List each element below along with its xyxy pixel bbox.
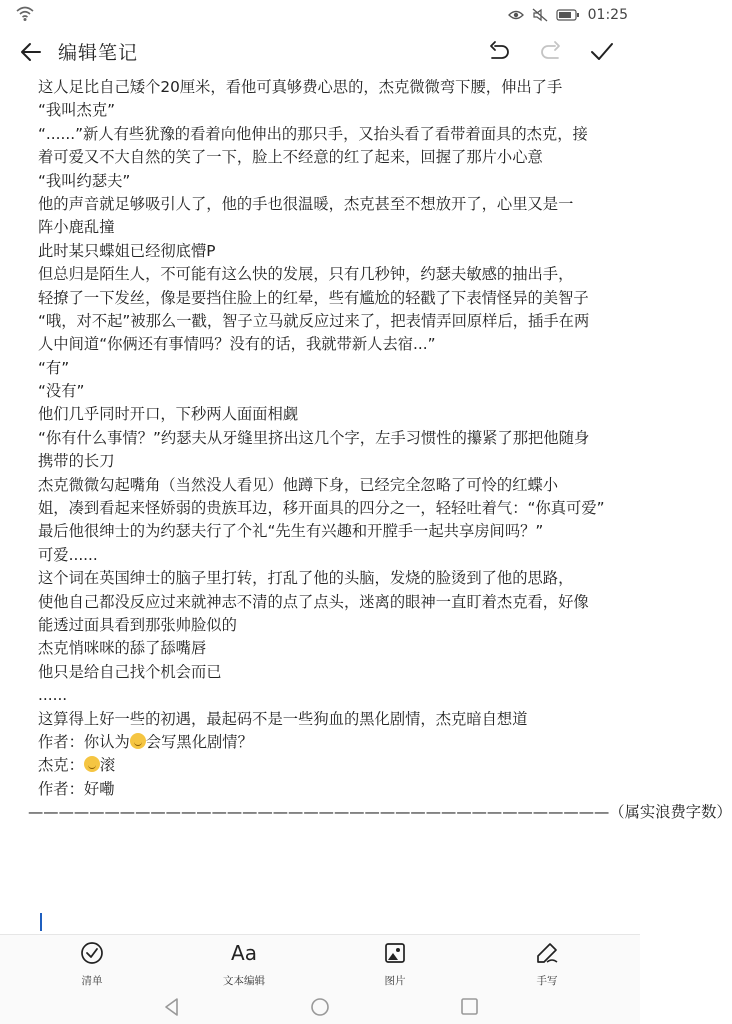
note-line: 此时某只蝶姐已经彻底懵P (38, 241, 216, 260)
dialogue-text: 杰克： (38, 756, 84, 775)
image-button[interactable] (350, 939, 440, 988)
note-line: 但总归是陌生人，不可能有这么快的发展，只有几秒钟，约瑟夫敏感的抽出手， (38, 265, 574, 284)
status-bar (0, 0, 640, 30)
dialogue-text: 作者：好嘞 (38, 779, 115, 798)
note-line: “没有” (38, 382, 85, 401)
nav-back-icon[interactable] (160, 996, 184, 1018)
text-format-icon: Aa (231, 941, 257, 965)
note-line: 能透过面具看到那张帅脸似的 (38, 615, 237, 634)
back-arrow-icon[interactable] (18, 39, 44, 65)
note-line: ...... (38, 686, 68, 705)
note-line: 轻撩了一下发丝，像是要挡住脸上的红晕，些有尴尬的轻戳了下表情怪异的美智子 (38, 288, 589, 307)
dialogue-text: 会写黑化剧情？ (145, 732, 253, 751)
note-line: “你有什么事情？”约瑟夫从牙缝里挤出这几个字，左手习惯性的攥紧了那把他随身 (38, 428, 590, 447)
dialogue-line (38, 778, 618, 801)
dialogue-text: 作者：你认为 (38, 732, 130, 751)
note-line: 携带的长刀 (38, 452, 115, 471)
text-cursor (40, 913, 42, 931)
note-line: “哦，对不起”被那么一戳，智子立马就反应过来了，把表情弄回原样后，插手在两 (38, 311, 590, 330)
note-line: “有” (38, 358, 70, 377)
note-line: 这人足比自己矮个20厘米，看他可真够费心思的，杰克微微弯下腰，伸出了手 (38, 78, 563, 96)
nav-recents-icon[interactable] (457, 996, 481, 1018)
wifi-icon (16, 6, 34, 22)
mute-icon (532, 8, 548, 22)
note-line: 人中间道“你俩还有事情吗？没有的话，我就带新人去宿...” (38, 335, 436, 354)
dialogue-line (38, 731, 618, 754)
handwriting-button[interactable] (502, 939, 592, 988)
nav-home-icon[interactable] (308, 996, 332, 1018)
dialogue-line (38, 754, 618, 777)
text-format-button[interactable] (199, 939, 289, 988)
note-line: “......”新人有些犹豫的看着向他伸出的那只手，又抬头看了看带着面具的杰克，接 (38, 124, 588, 143)
note-line: 着可爱又不大自然的笑了一下，脸上不经意的红了起来，回握了那片小心意 (38, 148, 543, 167)
note-line: “我叫约瑟夫” (38, 171, 131, 190)
note-line: 使他自己都没反应过来就神志不清的点了点头，迷离的眼神一直盯着杰克看，好像 (38, 592, 589, 611)
note-line: 可爱...... (38, 545, 98, 564)
note-line: 这个词在英国绅士的脑子里打转，打乱了他的头脑，发烧的脸烫到了他的思路， (38, 569, 574, 588)
upside-down-face-emoji-icon (84, 756, 100, 772)
page-title: 编辑笔记 (58, 42, 139, 64)
note-line: 最后他很绅士的为约瑟夫行了个礼“先生有兴趣和开膛手一起共享房间吗？” (38, 522, 544, 541)
note-line: 他的声音就足够吸引人了，他的手也很温暖，杰克甚至不想放开了，心里又是一 (38, 194, 574, 213)
image-icon (384, 942, 406, 964)
note-line: 杰克悄咪咪的舔了舔嘴唇 (38, 639, 207, 658)
clock: 01:25 (587, 7, 628, 23)
note-line: “我叫杰克” (38, 101, 116, 120)
note-line: 杰克微微勾起嘴角（当然没人看见）他蹲下身，已经完全忽略了可怜的红蝶小 (38, 475, 559, 494)
text-format-label: 文本编辑 (223, 975, 265, 987)
undo-icon[interactable] (486, 39, 512, 65)
battery-icon (556, 9, 580, 21)
checklist-icon (80, 941, 104, 965)
checklist-button[interactable] (47, 939, 137, 988)
dialogue-text: 滚 (99, 756, 116, 775)
redo-icon[interactable] (538, 39, 564, 65)
confirm-check-icon[interactable] (589, 39, 615, 65)
checklist-label: 清单 (81, 975, 103, 987)
image-label: 图片 (384, 975, 406, 987)
note-line: 阵小鹿乱撞 (38, 218, 115, 237)
system-navigation-bar (0, 990, 640, 1024)
editor-toolbar (0, 934, 640, 991)
handwriting-label: 手写 (536, 975, 558, 987)
eye-comfort-icon (508, 9, 524, 21)
note-line: 他只是给自己找个机会而已 (38, 662, 222, 681)
note-line: 姐，凑到看起来怪娇弱的贵族耳边，移开面具的四分之一，轻轻吐着气：“你真可爱” (38, 499, 605, 518)
note-line: 他们几乎同时开口，下秒两人面面相觑 (38, 405, 299, 424)
app-header (0, 30, 640, 76)
sad-face-emoji-icon (130, 733, 146, 749)
divider-line: ——————————————————————————————————————（属实浪费字数） (28, 803, 732, 822)
note-editor[interactable] (28, 76, 732, 825)
note-line: 这算得上好一些的初遇，最起码不是一些狗血的黑化剧情，杰克暗自想道 (38, 709, 528, 728)
handwriting-icon (535, 941, 559, 965)
